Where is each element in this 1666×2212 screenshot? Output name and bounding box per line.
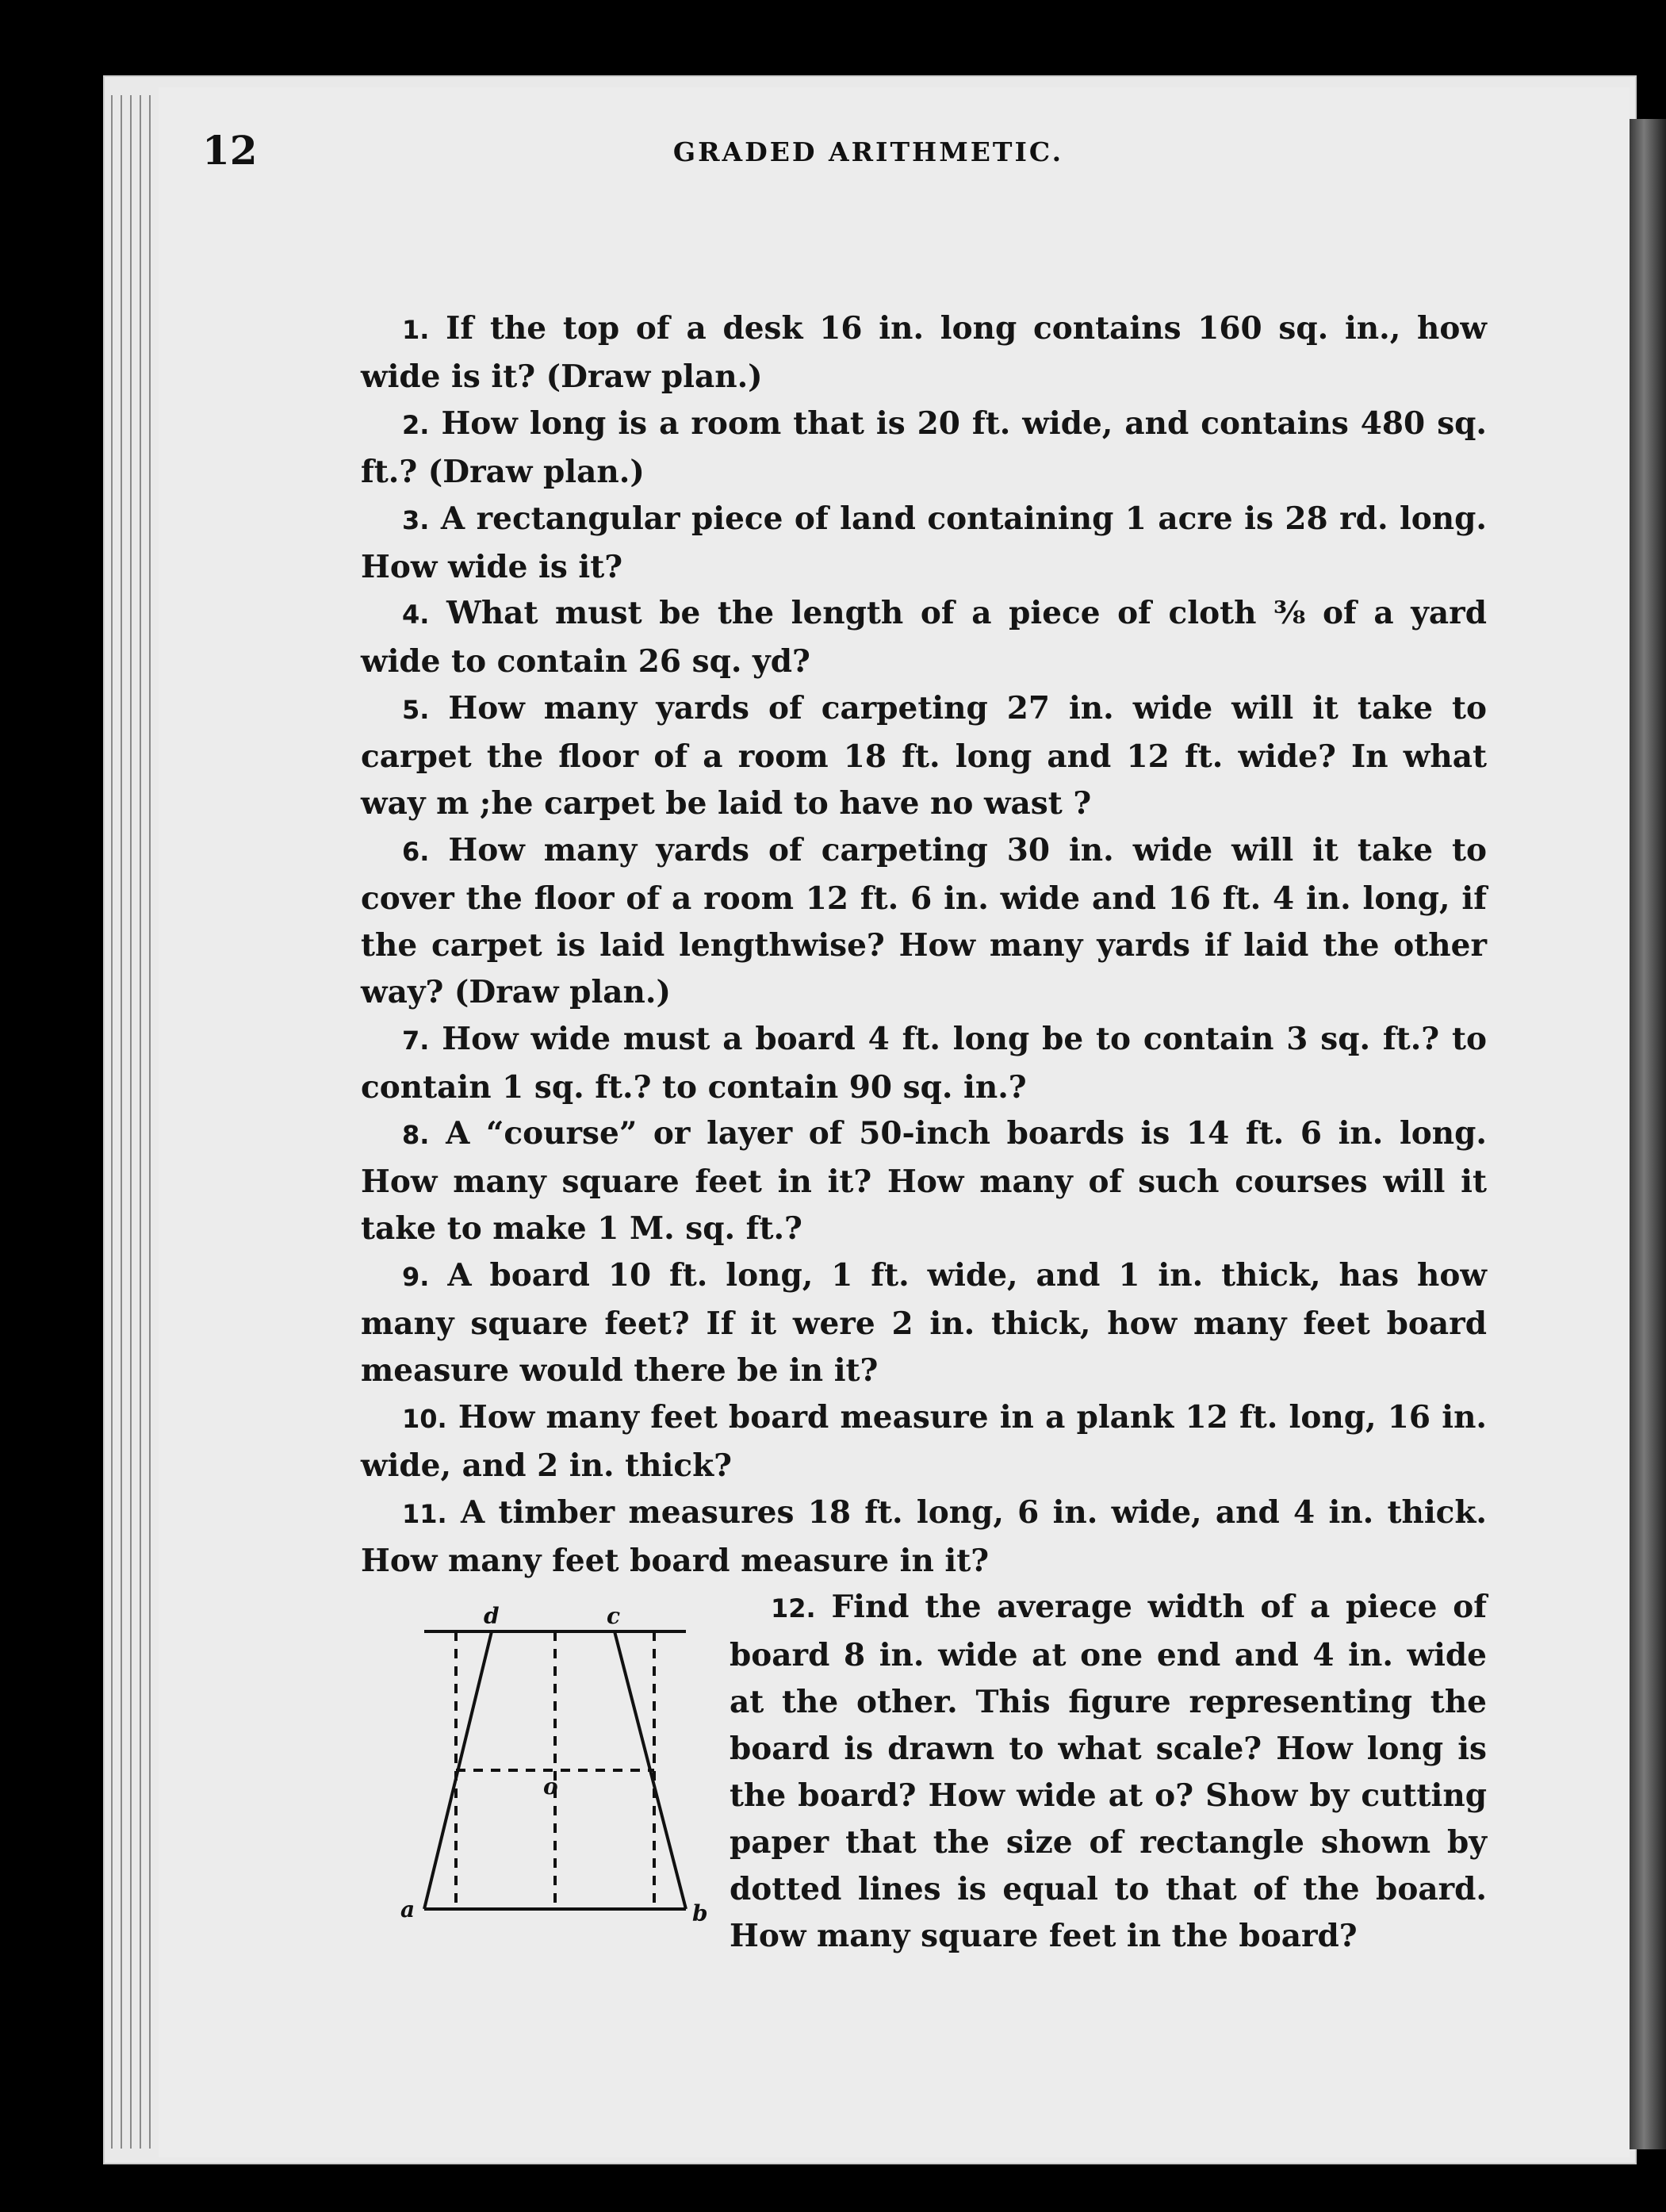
problem-text: Find the average width of a piece of board 8 in. wide at one end and 4 in. wide at the other. This figure representing the board is drawn to what scale? How long is the board? How wide at o? Show by cutting paper that the size of rectangle shown by dotted lines is equal to that of the board. How many square feet in the board?	[730, 1589, 1488, 1954]
problem-number: 12.	[771, 1593, 816, 1624]
figure-label-a: a	[400, 1896, 416, 1923]
problem-text: How wide must a board 4 ft. long be to contain 3 sq. ft.? to contain 1 sq. ft.? to contain 90 sq. in.?	[361, 1020, 1487, 1106]
board-figure	[377, 1592, 710, 1957]
problem-number: 2.	[402, 409, 430, 440]
page-number: 12	[202, 127, 258, 174]
figure-label-b: b	[692, 1900, 708, 1927]
problem-number: 5.	[402, 695, 430, 726]
problem-1	[361, 305, 1487, 401]
problem-list	[361, 305, 1487, 1957]
problem-number: 8.	[402, 1120, 430, 1151]
page-header	[202, 127, 1471, 198]
running-head: GRADED ARITHMETIC.	[672, 136, 1064, 167]
page-edge-line	[121, 95, 122, 2149]
problem-text: A rectangular piece of land containing 1 acre is 28 rd. long. How wide is it?	[361, 500, 1487, 585]
problem-5	[361, 685, 1487, 827]
page-edge-line	[111, 95, 113, 2149]
problem-text: How many yards of carpeting 30 in. wide will it take to cover the floor of a room 12 ft. 6 in. wide and 16 ft. 4 in. long, if the carpet is laid lengthwise? How many yards if laid the other way? (Draw plan.)	[361, 831, 1487, 1010]
problem-text: How many feet board measure in a plank 12 ft. long, 16 in. wide, and 2 in. thick?	[361, 1398, 1488, 1484]
problem-2	[361, 401, 1487, 496]
problem-6	[361, 827, 1487, 1016]
page-edge-line	[130, 95, 132, 2149]
problem-text: A board 10 ft. long, 1 ft. wide, and 1 in. thick, has how many square feet? If it were 2 in. thick, how many feet board measure would there be in it?	[361, 1257, 1487, 1389]
problem-text: How many yards of carpeting 27 in. wide will it take to carpet the floor of a room 18 ft. long and 12 ft. wide? In what way m ;he carpet be laid to have no wast ?	[361, 690, 1487, 822]
problem-12	[730, 1584, 1487, 1959]
figure-label-o: o	[543, 1773, 558, 1800]
figure-label-c: c	[607, 1603, 621, 1630]
problem-12-row	[361, 1584, 1487, 1957]
problem-number: 11.	[402, 1498, 447, 1529]
problem-text: What must be the length of a piece of cloth ⅜ of a yard wide to contain 26 sq. yd?	[361, 595, 1488, 680]
problem-7	[361, 1016, 1487, 1111]
problem-10	[361, 1394, 1487, 1489]
problem-text: How long is a room that is 20 ft. wide, and contains 480 sq. ft.? (Draw plan.)	[361, 404, 1488, 490]
problem-number: 9.	[402, 1262, 430, 1293]
problem-4	[361, 590, 1487, 685]
problem-text: A “course” or layer of 50-inch boards is 14 ft. 6 in. long. How many square feet in it? How many of such courses will it take to make 1 M. sq. ft.?	[361, 1115, 1487, 1248]
problem-text: A timber measures 18 ft. long, 6 in. wide, and 4 in. thick. How many feet board measure in it?	[361, 1493, 1487, 1579]
problem-number: 10.	[402, 1403, 447, 1434]
book-spine-shadow	[1630, 119, 1666, 2149]
problem-3	[361, 496, 1487, 591]
problem-9	[361, 1252, 1487, 1394]
problem-number: 7.	[402, 1025, 430, 1056]
problem-number: 6.	[402, 836, 430, 867]
problem-number: 4.	[402, 600, 430, 631]
problem-8	[361, 1110, 1487, 1252]
problem-number: 3.	[402, 504, 430, 535]
page-edge-line	[149, 95, 151, 2149]
problem-number: 1.	[402, 315, 430, 345]
page-edge-line	[140, 95, 141, 2149]
problem-text: If the top of a desk 16 in. long contains 160 sq. in., how wide is it? (Draw plan.)	[361, 310, 1487, 395]
figure-label-d: d	[484, 1603, 500, 1630]
problem-11	[361, 1489, 1487, 1585]
